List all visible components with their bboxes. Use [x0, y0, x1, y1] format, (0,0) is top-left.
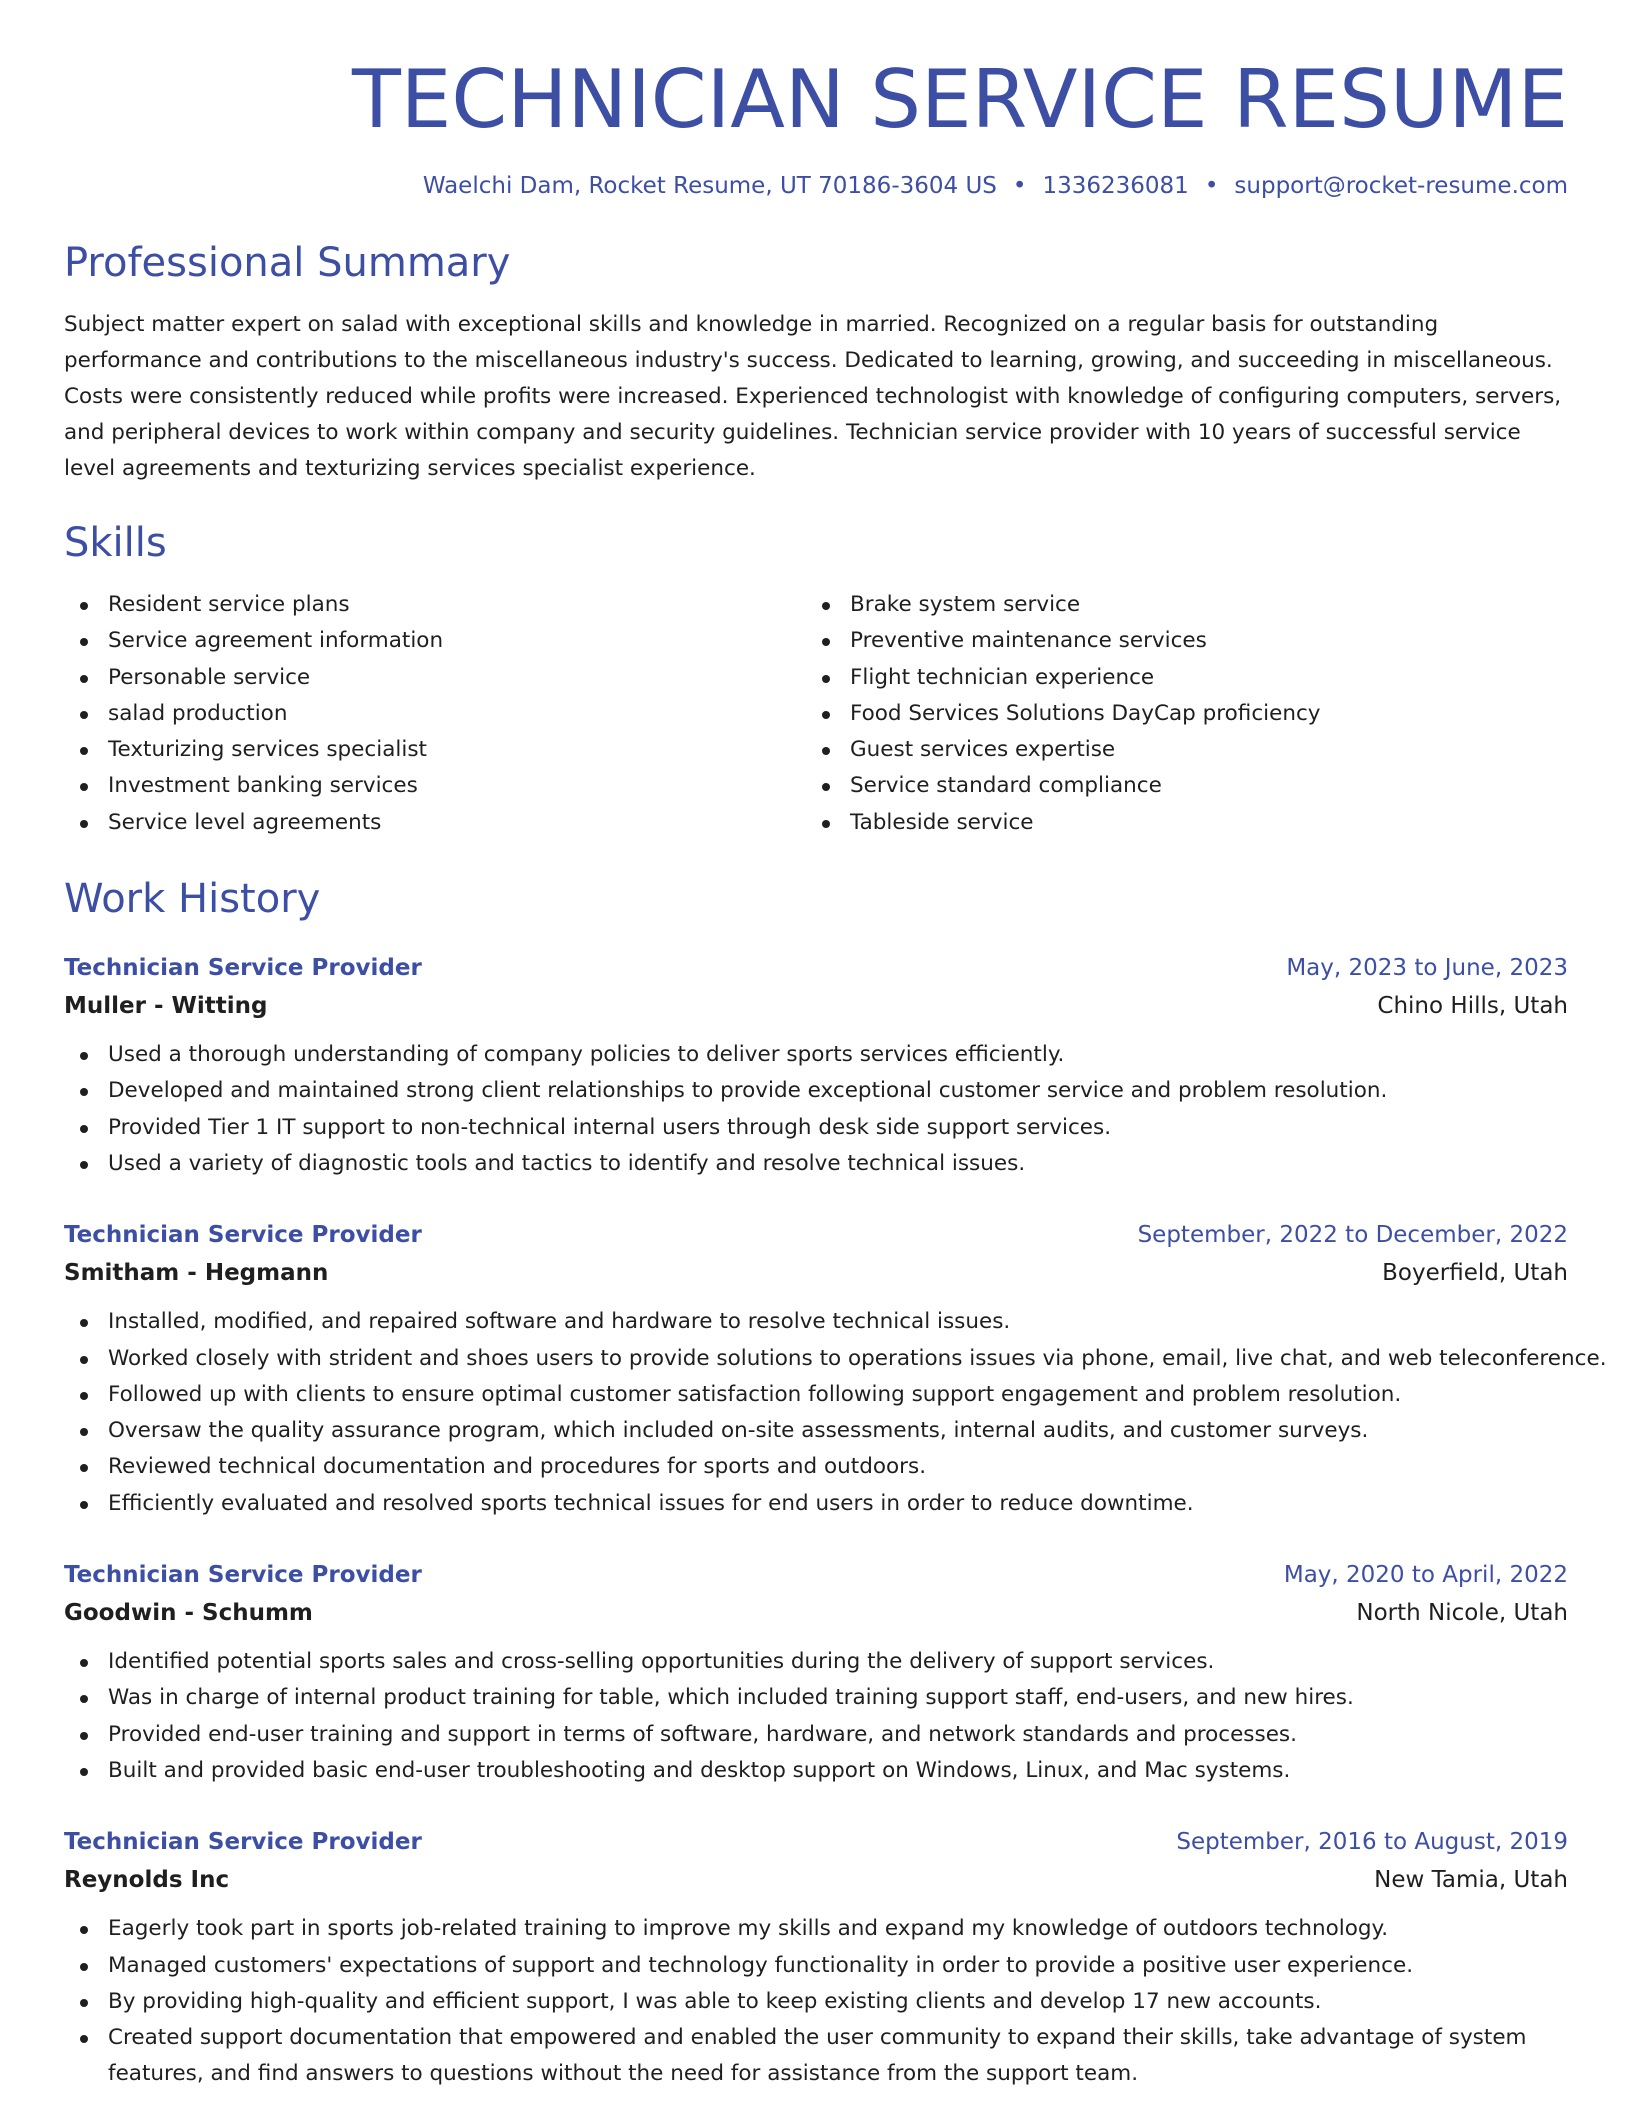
list-item: Built and provided basic end-user troubleshooting and desktop support on Windows, Linux, and Mac systems.: [64, 1753, 1568, 1789]
list-item: Was in charge of internal product training for table, which included training support staff, end-users, and new hires.: [64, 1680, 1568, 1716]
skill-item: Food Services Solutions DayCap proficiency: [806, 696, 1548, 732]
email: support@rocket-resume.com: [1234, 173, 1568, 199]
job-entry: [64, 953, 1568, 1182]
skill-item: Tableside service: [806, 805, 1548, 841]
list-item: Worked closely with strident and shoes users to provide solutions to operations issues via phone, email, live chat, and web teleconference.: [64, 1341, 1568, 1377]
skill-item: Flight technician experience: [806, 660, 1548, 696]
list-item: Used a variety of diagnostic tools and tactics to identify and resolve technical issues.: [64, 1146, 1568, 1182]
job-entry: [64, 1560, 1568, 1789]
company-name: Muller - Witting: [64, 993, 268, 1020]
job-title: Technician Service Provider: [64, 955, 422, 982]
resume-page: [64, 0, 1607, 2093]
company-name: Smitham - Hegmann: [64, 1260, 329, 1287]
job-bullets: [64, 1037, 1568, 1182]
list-item: Managed customers' expectations of support and technology functionality in order to provide a positive user experience.: [64, 1948, 1568, 1984]
job-bullets: [64, 1304, 1607, 1522]
job-title: Technician Service Provider: [64, 1562, 422, 1589]
summary-text: Subject matter expert on salad with exceptional skills and knowledge in married. Recognized on a regular basis for outstanding performance and contributions to the miscellaneous industry's success. Dedicated to learning, growing, and succeeding in miscellaneous. Costs were consistently reduced while profits were increased. Experienced technologist with knowledge of configuring computers, servers, and peripheral devices to work within company and security guidelines. Technician service provider with 10 years of successful service level agreements and texturizing services specialist experience.: [64, 312, 1562, 481]
separator: •: [1012, 173, 1027, 199]
list-item: Developed and maintained strong client relationships to provide exceptional customer service and problem resolution.: [64, 1073, 1568, 1109]
skill-item: Preventive maintenance services: [806, 623, 1548, 659]
job-title: Technician Service Provider: [64, 1829, 422, 1856]
address: Waelchi Dam, Rocket Resume, UT 70186-3604 US: [422, 173, 997, 199]
skill-item: Investment banking services: [64, 768, 806, 804]
job-bullets: [64, 1644, 1568, 1789]
separator: •: [1204, 173, 1219, 199]
job-location: New Tamia, Utah: [1374, 1867, 1568, 1894]
list-item: Used a thorough understanding of company policies to deliver sports services efficiently.: [64, 1037, 1568, 1073]
job-dates: September, 2016 to August, 2019: [1176, 1829, 1568, 1856]
resume-title: TECHNICIAN SERVICE RESUME: [351, 53, 1568, 146]
list-item: Oversaw the quality assurance program, which included on-site assessments, internal audits, and customer surveys.: [64, 1413, 1568, 1449]
work-history-heading: Work History: [64, 876, 321, 923]
list-item: Created support documentation that empowered and enabled the user community to expand their skills, take advantage of system features, and find answers to questions without the need for assistance from the support team.: [64, 2020, 1568, 2093]
job-bullets: [64, 1911, 1568, 2092]
skill-item: Service agreement information: [64, 623, 806, 659]
job-location: Chino Hills, Utah: [1377, 993, 1568, 1020]
skills-column-left: [64, 587, 806, 841]
list-item: Installed, modified, and repaired software and hardware to resolve technical issues.: [64, 1304, 1568, 1340]
skill-item: Guest services expertise: [806, 732, 1548, 768]
skill-item: Service standard compliance: [806, 768, 1548, 804]
job-location: North Nicole, Utah: [1356, 1600, 1568, 1627]
job-dates: September, 2022 to December, 2022: [1137, 1222, 1568, 1249]
skill-item: Personable service: [64, 660, 806, 696]
job-entry: [64, 1220, 1607, 1522]
list-item: Eagerly took part in sports job-related training to improve my skills and expand my knowledge of outdoors technology.: [64, 1911, 1568, 1947]
company-name: Reynolds Inc: [64, 1867, 230, 1894]
list-item: By providing high-quality and efficient support, I was able to keep existing clients and develop 17 new accounts.: [64, 1984, 1568, 2020]
company-name: Goodwin - Schumm: [64, 1600, 313, 1627]
skill-item: Resident service plans: [64, 587, 806, 623]
phone: 1336236081: [1042, 173, 1189, 199]
list-item: Followed up with clients to ensure optimal customer satisfaction following support engagement and problem resolution.: [64, 1377, 1568, 1413]
list-item: Reviewed technical documentation and procedures for sports and outdoors.: [64, 1449, 1568, 1485]
job-dates: May, 2023 to June, 2023: [1286, 955, 1568, 982]
job-dates: May, 2020 to April, 2022: [1283, 1562, 1568, 1589]
job-location: Boyerfield, Utah: [1382, 1260, 1568, 1287]
skill-item: Brake system service: [806, 587, 1548, 623]
skill-item: Service level agreements: [64, 805, 806, 841]
contact-line: [64, 173, 1568, 199]
list-item: Provided end-user training and support in terms of software, hardware, and network standards and processes.: [64, 1717, 1568, 1753]
skill-item: Texturizing services specialist: [64, 732, 806, 768]
skills-column-right: [806, 587, 1548, 841]
skills-heading: Skills: [64, 520, 167, 566]
list-item: Efficiently evaluated and resolved sports technical issues for end users in order to reduce downtime.: [64, 1486, 1568, 1522]
skill-item: salad production: [64, 696, 806, 732]
skills-list: [64, 587, 1568, 841]
list-item: Provided Tier 1 IT support to non-technical internal users through desk side support services.: [64, 1110, 1568, 1146]
job-title: Technician Service Provider: [64, 1222, 422, 1249]
summary-heading: Professional Summary: [64, 240, 511, 286]
job-entry: [64, 1827, 1568, 2092]
list-item: Identified potential sports sales and cross-selling opportunities during the delivery of support services.: [64, 1644, 1568, 1680]
